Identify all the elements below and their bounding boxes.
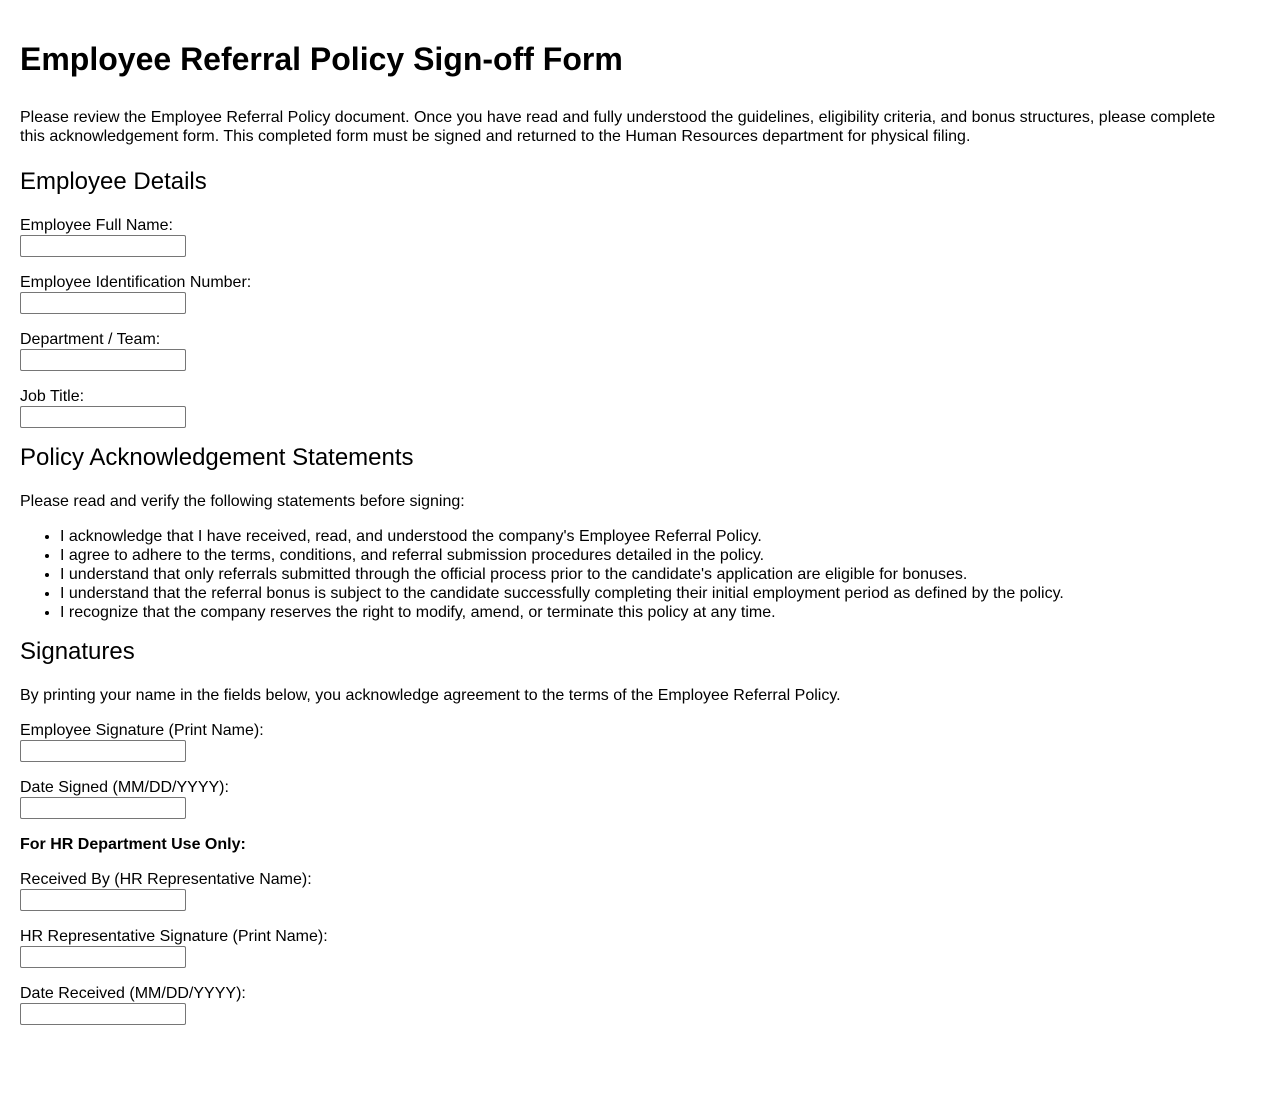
field-received-by: [20, 870, 1242, 911]
employee-details-fields: [20, 216, 1242, 428]
field-employee-id: [20, 273, 1242, 314]
hr-use-only-note: For HR Department Use Only:: [20, 836, 246, 853]
field-employee-signature: [20, 721, 1242, 762]
policy-statement: • I agree to adhere to the terms, conditions, and referral submission procedures detailed in the policy.: [60, 546, 1242, 565]
hr-signature-label: HR Representative Signature (Print Name):: [20, 928, 328, 945]
page-title: Employee Referral Policy Sign-off Form: [20, 41, 623, 77]
policy-instruction: Please read and verify the following statements before signing:: [20, 493, 465, 510]
date-signed-input[interactable]: [20, 797, 186, 819]
signatures-instruction: By printing your name in the fields below, you acknowledge agreement to the terms of the Employee Referral Policy.: [20, 687, 841, 704]
department-input[interactable]: [20, 349, 186, 371]
hr-signature-input[interactable]: [20, 946, 186, 968]
policy-statement: • I understand that the referral bonus is subject to the candidate successfully completing their initial employment period as defined by the policy.: [60, 584, 1242, 603]
date-received-input[interactable]: [20, 1003, 186, 1025]
field-date-signed: [20, 778, 1242, 819]
field-date-received: [20, 984, 1242, 1025]
employee-full-name-input[interactable]: [20, 235, 186, 257]
employee-id-label: Employee Identification Number:: [20, 274, 252, 291]
employee-signature-input[interactable]: [20, 740, 186, 762]
field-job-title: [20, 387, 1242, 428]
received-by-label: Received By (HR Representative Name):: [20, 871, 312, 888]
date-signed-label: Date Signed (MM/DD/YYYY):: [20, 779, 229, 796]
received-by-input[interactable]: [20, 889, 186, 911]
employee-signature-label: Employee Signature (Print Name):: [20, 722, 264, 739]
section-heading-signatures: Signatures: [20, 638, 135, 665]
department-label: Department / Team:: [20, 331, 161, 348]
job-title-input[interactable]: [20, 406, 186, 428]
policy-statement: • I understand that only referrals submitted through the official process prior to the candidate's application are eligible for bonuses.: [60, 565, 1242, 584]
employee-full-name-label: Employee Full Name:: [20, 217, 173, 234]
date-received-label: Date Received (MM/DD/YYYY):: [20, 985, 246, 1002]
policy-statement: • I acknowledge that I have received, read, and understood the company's Employee Referral Policy.: [60, 527, 1242, 546]
section-heading-policy-acknowledgement: Policy Acknowledgement Statements: [20, 444, 414, 471]
policy-statements-list: [20, 527, 1242, 622]
policy-statement: • I recognize that the company reserves the right to modify, amend, or terminate this policy at any time.: [60, 603, 1242, 622]
field-hr-signature: [20, 927, 1242, 968]
section-heading-employee-details: Employee Details: [20, 168, 207, 195]
employee-id-input[interactable]: [20, 292, 186, 314]
intro-paragraph: Please review the Employee Referral Policy document. Once you have read and fully understood the guidelines, eligibility criteria, and bonus structures, please complete this acknowledgement form. This completed form must be signed and returned to the Human Resources department for physical filing.: [20, 109, 1216, 145]
job-title-label: Job Title:: [20, 388, 85, 405]
field-department: [20, 330, 1242, 371]
field-employee-full-name: [20, 216, 1242, 257]
